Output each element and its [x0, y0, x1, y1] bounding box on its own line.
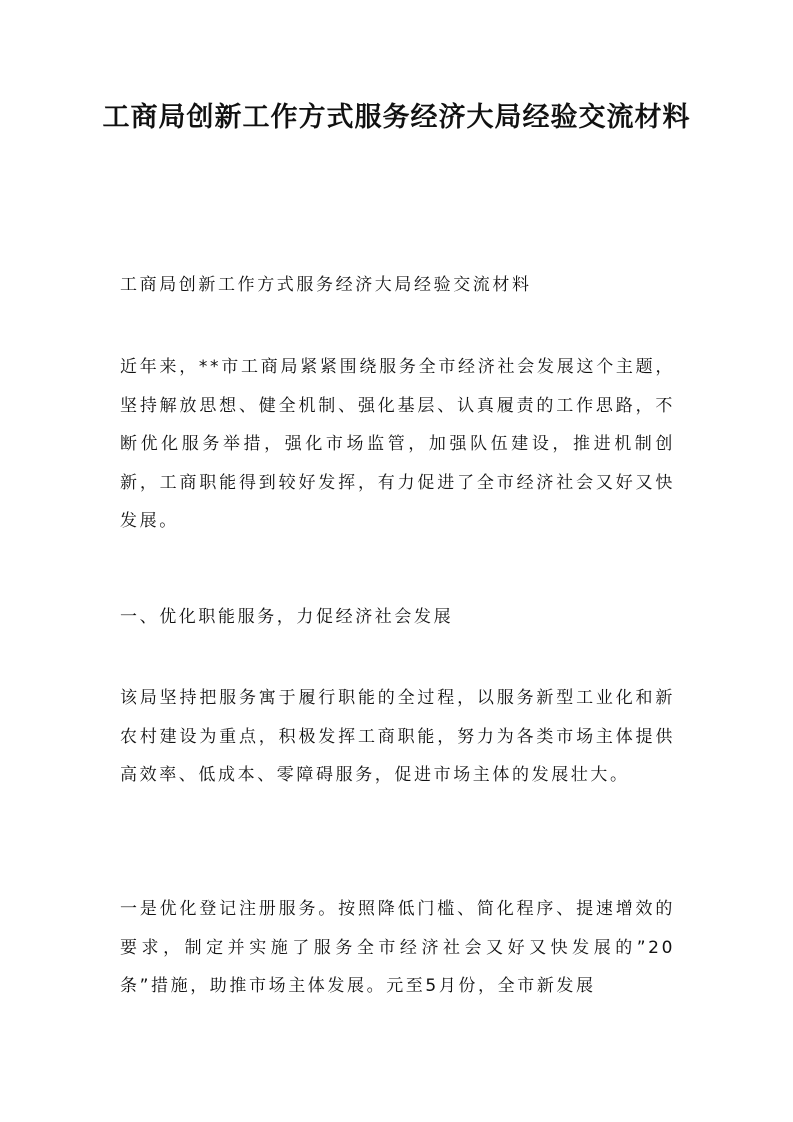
point-paragraph: 一是优化登记注册服务。按照降低门槛、简化程序、提速增效的要求，制定并实施了服务全市经济社会又好又快发展的”20条”措施，助推市场主体发展。元至5月份，全市新发展 [120, 899, 675, 996]
subtitle-paragraph: 工商局创新工作方式服务经济大局经验交流材料 [120, 275, 532, 295]
section-heading: 一、优化职能服务，力促经济社会发展 [120, 607, 454, 627]
document-title: 工商局创新工作方式服务经济大局经验交流材料 [102, 102, 691, 133]
intro-paragraph: 近年来，**市工商局紧紧围绕服务全市经济社会发展这个主题，坚持解放思想、健全机制、强化基层、认真履责的工作思路，不断优化服务举措，强化市场监管，加强队伍建设，推进机制创新，工商职能得到较好发挥，有力促进了全市经济社会又好又快发展。 [120, 357, 675, 531]
section-paragraph: 该局坚持把服务寓于履行职能的全过程，以服务新型工业化和新农村建设为重点，积极发挥工商职能，努力为各类市场主体提供高效率、低成本、零障碍服务，促进市场主体的发展壮大。 [120, 688, 675, 785]
